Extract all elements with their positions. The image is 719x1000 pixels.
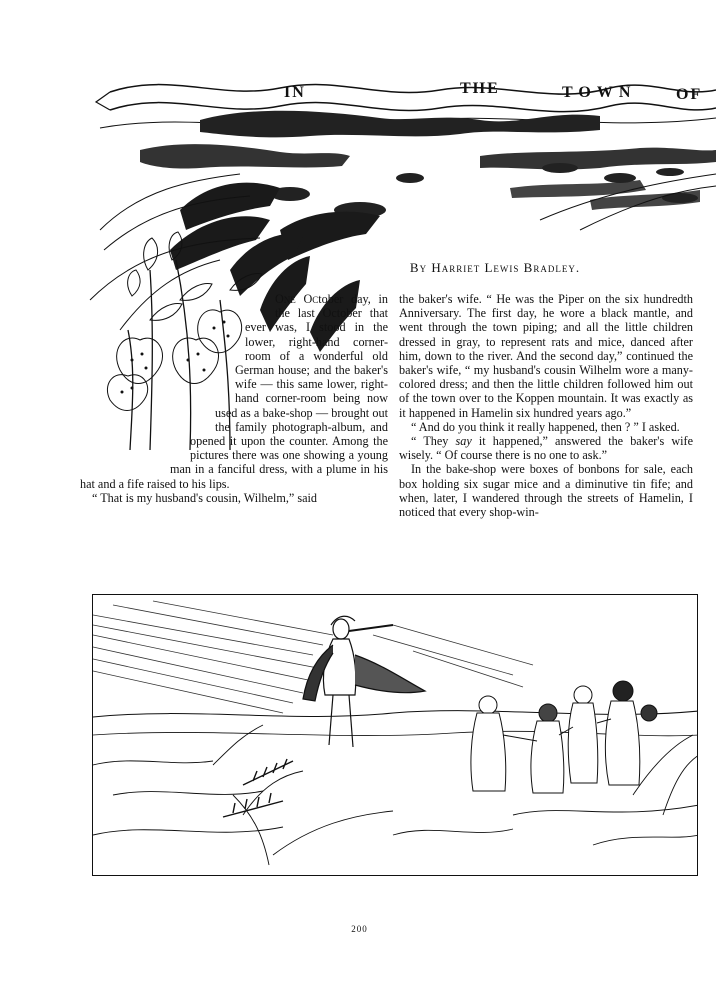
right-paragraph-4: In the bake-shop were boxes of bonbons for sale, each box holding six sugar mice and a diminutive tin fife; and when, later, I wandered through the streets of Hamelin, I noticed that every shop-win- (399, 462, 693, 520)
right-paragraph-3-b: it happened,” answered the baker's wife wisely. “ Of course there is no one to ask.” (399, 434, 694, 463)
left-paragraph-2: “ That is my husband's cousin, Wilhelm,” said (92, 490, 318, 505)
title-banner (100, 68, 703, 108)
drop-lead: One Oc (275, 292, 319, 306)
byline (300, 260, 690, 276)
right-paragraph-1: the baker's wife. “ He was the Piper on the six hundredth Anniversary. The first day, he wore a black mantle, and went through the town piping; and all the little children dressed in gray, to represent rats and mice, danced after him, down to the river. And the second day,” continued the baker's wife, “ my husband's cousin Wilhelm wore a many-colored dress; and then the little children followed him out of the town over to the Koppen mountain. It was exactly as it happened in Hamelin six hundred years ago.” (399, 292, 693, 420)
banner-word-2: THE (460, 80, 500, 97)
byline-prefix: By (409, 260, 428, 275)
banner-word-1: IN (284, 84, 306, 101)
right-paragraph-3-a: “ They (411, 434, 456, 449)
right-paragraph-2: “ And do you think it really happened, then ? ” I asked. (411, 419, 680, 434)
left-paragraph-1-text: tober day, in the last October that ever was, I stood in the lower, right-hand corner-room of a wonderful old German house; and the baker's wife — this same lower, right-hand corner-room being now used as a bake-shop — brought out the family photograph-album, and opened it upon the counter. Among the pictures there was one showing a young man in a fanciful dress, with a plume in his hat and a fife raised to his lips. (80, 292, 388, 491)
byline-author: Harriet Lewis Bradley. (431, 260, 581, 275)
banner-word-3: TOWN (562, 84, 637, 101)
right-column (399, 292, 693, 519)
piper-illustration (92, 594, 698, 876)
right-paragraph-3 (399, 434, 693, 462)
piper-illustration-drawing (93, 595, 698, 876)
page-number: 200 (351, 924, 368, 934)
right-paragraph-3-italic: say (455, 434, 472, 449)
left-column (80, 292, 388, 582)
banner-word-4: OF (676, 86, 703, 103)
